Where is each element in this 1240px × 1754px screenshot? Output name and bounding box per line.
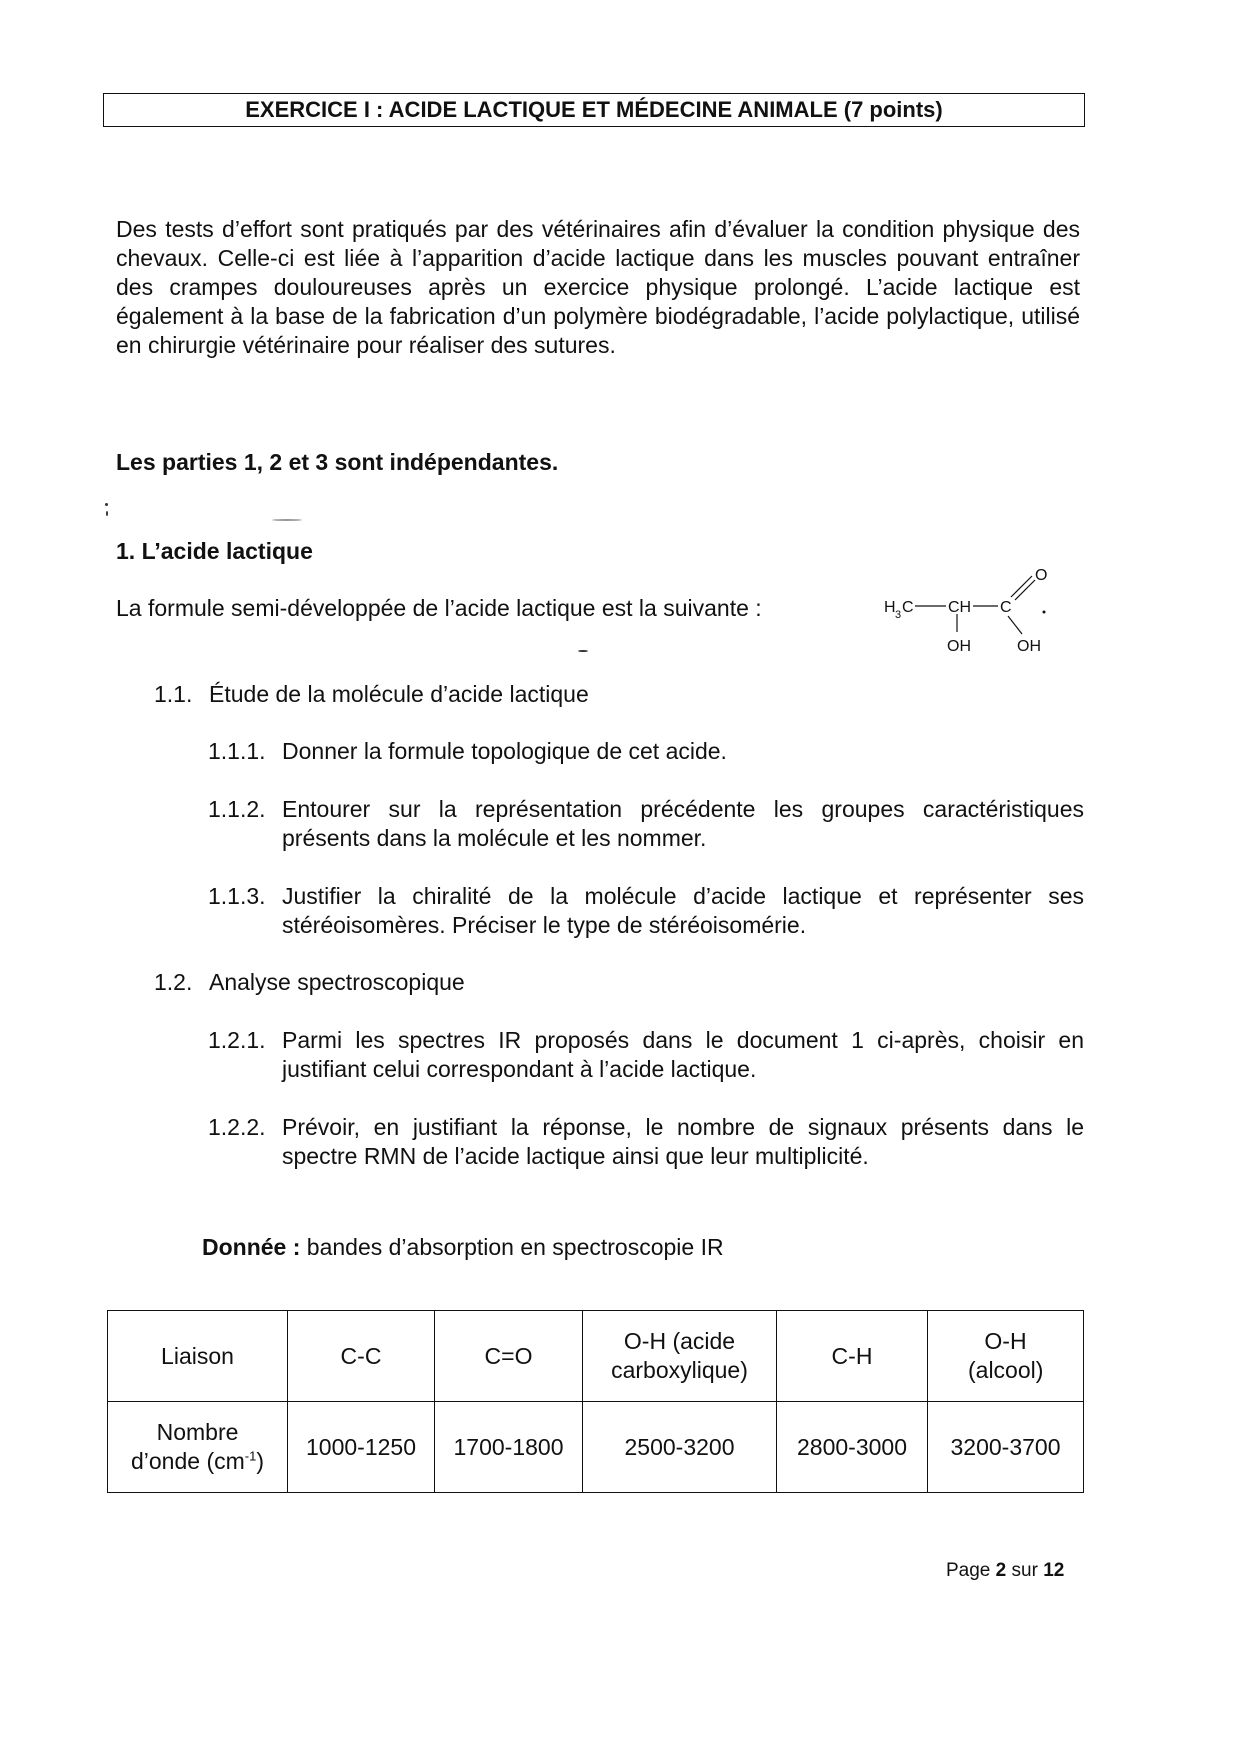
table-header-bond: Liaison (108, 1311, 288, 1402)
subsection-1-2 (154, 968, 1084, 998)
question-text: Justifier la chiralité de la molécule d’acide lactique et représenter ses stéréoisomères. Préciser le type de stéréoisomérie. (282, 883, 1084, 938)
table-cell-bond: O-H (acide carboxylique) (583, 1311, 777, 1402)
formula-c2: C (1000, 599, 1012, 616)
question-1-1-3 (208, 882, 1084, 942)
table-cell-bond: C=O (435, 1311, 583, 1402)
table-cell-range: 1700-1800 (435, 1402, 583, 1493)
intro-paragraph: Des tests d’effort sont pratiqués par des vétérinaires afin d’évaluer la condition physique des chevaux. Celle-ci est liée à l’apparition d’acide lactique dans les muscles pouvant entraîner des crampes douloureuses après un exercice physique prolongé. L’acide lactique est également à la base de la fabrication d’un polymère biodégradable, l’acide polylactique, utilisé en chirurgie vétérinaire pour réaliser des sutures. (116, 216, 1080, 358)
parts-note: Les parties 1, 2 et 3 sont indépendantes. (116, 449, 559, 475)
table-header-wavenumber (108, 1402, 288, 1493)
table-row (108, 1311, 1084, 1402)
subsection-1-1-number: 1.1. (154, 681, 193, 707)
table-cell-range: 2800-3000 (777, 1402, 928, 1493)
question-text: Prévoir, en justifiant la réponse, le nombre de signaux présents dans le spectre RMN de l’acide lactique ainsi que leur multiplicité. (282, 1114, 1084, 1169)
table-cell-range: 2500-3200 (583, 1402, 777, 1493)
page-prefix: Page (946, 1560, 996, 1581)
bond-c2-oh (1008, 616, 1022, 634)
wavenumber-unit-exponent: -1 (244, 1448, 257, 1464)
formula-oh-acid: OH (1017, 638, 1041, 655)
formula-o: O (1035, 568, 1048, 584)
scan-speck (106, 511, 108, 516)
table-cell-range: 1000-1250 (288, 1402, 435, 1493)
wavenumber-label-close: ) (256, 1448, 264, 1474)
page-number (946, 1560, 1064, 1582)
current-page: 2 (995, 1560, 1007, 1581)
formula-ch: CH (948, 599, 972, 616)
formula-intro: La formule semi-développée de l’acide lactique est la suivante : (116, 595, 762, 621)
question-text: Parmi les spectres IR proposés dans le document 1 ci-après, choisir en justifiant celui correspondant à l’acide lactique. (282, 1027, 1084, 1082)
question-1-1-2 (208, 795, 1084, 855)
exercise-title: EXERCICE I : ACIDE LACTIQUE ET MÉDECINE ANIMALE (7 points) (103, 93, 1085, 127)
data-note-text: bandes d’absorption en spectroscopie IR (300, 1234, 724, 1260)
page-middle: sur (1006, 1560, 1044, 1581)
subsection-1-1 (154, 680, 1084, 710)
question-1-2-2 (208, 1113, 1084, 1173)
ir-absorption-table (107, 1310, 1084, 1493)
question-number: 1.1.3. (208, 883, 266, 909)
subsection-1-1-title: Étude de la molécule d’acide lactique (209, 681, 589, 707)
formula-oh-alcohol: OH (947, 638, 971, 655)
formula-subscript-3: 3 (895, 609, 902, 621)
scan-speck (272, 519, 302, 521)
formula-h: H (884, 599, 896, 616)
section-1-title: 1. L’acide lactique (116, 538, 313, 564)
formula-c1: C (902, 599, 914, 616)
data-note-label: Donnée : (202, 1234, 301, 1260)
question-text: Donner la formule topologique de cet acide. (282, 738, 727, 764)
wavenumber-label-line1: Nombre (156, 1419, 239, 1445)
table-row (108, 1402, 1084, 1493)
scan-speck (105, 503, 108, 506)
lactic-acid-formula (880, 568, 1070, 658)
table-cell-bond: O-H (alcool) (928, 1311, 1084, 1402)
question-number: 1.2.2. (208, 1114, 266, 1140)
table-cell-bond: C-C (288, 1311, 435, 1402)
question-number: 1.2.1. (208, 1027, 266, 1053)
question-1-2-1 (208, 1026, 1084, 1086)
table-cell-range: 3200-3700 (928, 1402, 1084, 1493)
total-pages: 12 (1043, 1560, 1065, 1581)
question-number: 1.1.2. (208, 796, 266, 822)
subsection-1-2-title: Analyse spectroscopique (209, 969, 465, 995)
subsection-1-2-number: 1.2. (154, 969, 193, 995)
data-note (202, 1234, 724, 1261)
question-number: 1.1.1. (208, 738, 266, 764)
formula-dot (1043, 611, 1046, 614)
question-text: Entourer sur la représentation précédente les groupes caractéristiques présents dans la molécule et les nommer. (282, 796, 1084, 851)
question-1-1-1 (208, 737, 1084, 767)
scan-speck (578, 650, 588, 652)
wavenumber-label-line2: d’onde (cm (130, 1448, 245, 1474)
table-cell-bond: C-H (777, 1311, 928, 1402)
